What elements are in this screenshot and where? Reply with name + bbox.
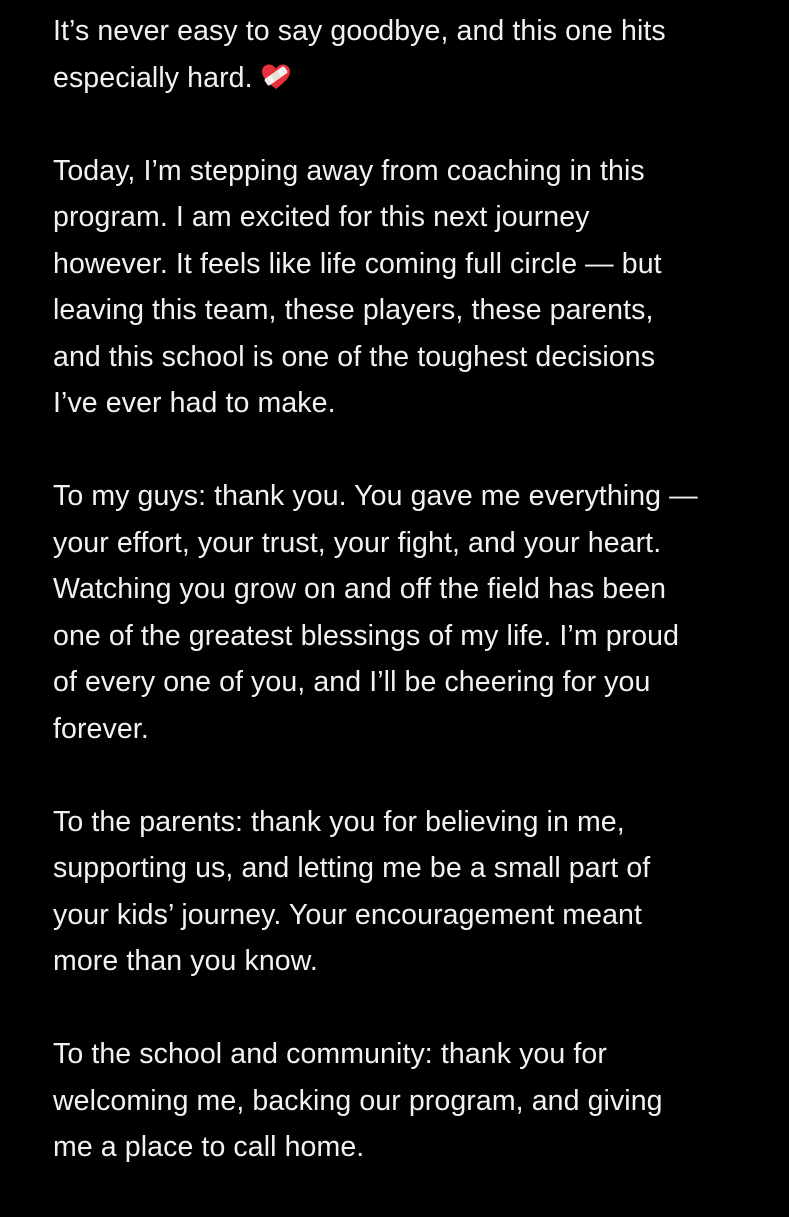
note-line: To my guys: thank you. You gave me everything — bbox=[53, 480, 698, 512]
note-body bbox=[53, 8, 753, 1217]
note-line: Watching you grow on and off the field has been bbox=[53, 573, 667, 605]
note-line: more than you know. bbox=[53, 945, 318, 977]
note-line-with-emoji bbox=[53, 55, 753, 102]
note-line: program. I am excited for this next journey bbox=[53, 201, 590, 233]
note-line: supporting us, and letting me be a small part of bbox=[53, 852, 651, 884]
note-line: I’ve ever had to make. bbox=[53, 387, 336, 419]
note-line: and this school is one of the toughest decisions bbox=[53, 340, 656, 373]
note-paragraph-4 bbox=[53, 799, 753, 985]
note-paragraph-5 bbox=[53, 1031, 753, 1171]
note-line: To the parents: thank you for believing in me, bbox=[53, 805, 625, 838]
note-line: one of the greatest blessings of my life. I’m proud bbox=[53, 619, 680, 652]
note-line: Today, I’m stepping away from coaching in this bbox=[53, 154, 645, 187]
note-line: your effort, your trust, your fight, and your heart. bbox=[53, 526, 662, 559]
note-line: welcoming me, backing our program, and giving bbox=[53, 1084, 663, 1117]
note-paragraph-1 bbox=[53, 8, 753, 101]
note-line: It’s never easy to say goodbye, and this one hits bbox=[53, 15, 666, 47]
note-paragraph-3 bbox=[53, 473, 753, 752]
note-line: forever. bbox=[53, 712, 149, 745]
note-line: of every one of you, and I’ll be cheering for you bbox=[53, 666, 651, 698]
note-paragraph-2 bbox=[53, 148, 753, 427]
mending-heart-icon bbox=[261, 63, 291, 91]
note-line: your kids’ journey. Your encouragement meant bbox=[53, 898, 642, 931]
note-line: especially hard. bbox=[53, 61, 253, 94]
note-line: me a place to call home. bbox=[53, 1131, 365, 1163]
note-line: leaving this team, these players, these parents, bbox=[53, 294, 654, 326]
note-line: however. It feels like life coming full circle — but bbox=[53, 247, 662, 280]
note-line: To the school and community: thank you for bbox=[53, 1038, 607, 1070]
